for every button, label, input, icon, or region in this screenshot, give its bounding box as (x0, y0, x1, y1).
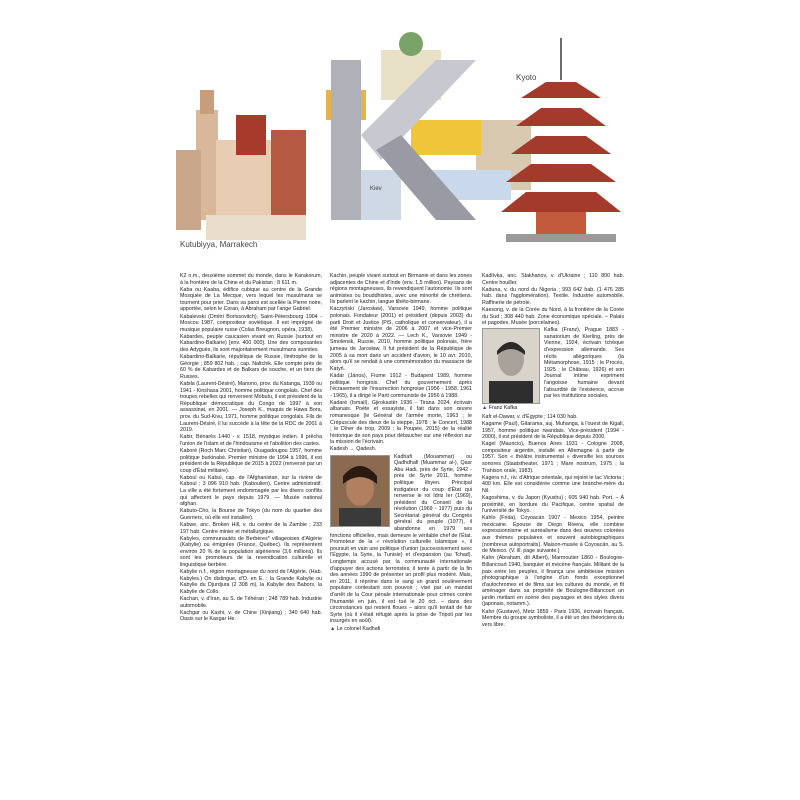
entry: Kaboul ou Kabul, cap. de l'Afghanistan, sur la rivière de Kaboul ; 3 096 910 hab. (Kaboulien). Centre administratif. La ville a été fortement endommagée par les divers conflits qui affectent le pays depuis 1979. — Musée national afghan. (180, 474, 322, 508)
entry: Kabardino-Balkarie, république de Russie, limitrophe de la Géorgie ; 859 802 hab. ; cap. Naltchik. Elle compte près de 60 % de Kabardes et de Balkars de souche, et un tiers de Russes. (180, 354, 322, 380)
column-3 (482, 273, 624, 793)
dictionary-columns (180, 273, 624, 793)
entry: Kahn (Abraham, dit Albert), Marmoutier 1860 - Boulogne-Billancourt 1940, banquier et mécène français. Militant de la paix entre les peuples, il finança une ambitieuse mission photographique à l'origine d'un fonds exceptionnel d'autochromes et de films sur les cultures du monde, et fit aménager dans sa propriété de Boulogne-Billancourt un jardin mettant en scène des paysages et des styles divers (japonais, notamm.). (482, 555, 624, 608)
entry: Kagera n.f., riv. d'Afrique orientale, qui rejoint le lac Victoria ; 400 km. Elle est considérée comme une branche-mère du Nil. (482, 474, 624, 494)
entry: Kadhafi (Mouammar) ou Qadhdhafi (Muammar al-), Qasr Abu Hadi, près de Syrte, 1942 - près de Syrte 2011, homme politique libyen. Principal instigateur du coup d'État qui renverse le roi Idris Ier (1969), président du Conseil de la révolution (1969 - 1977) puis du Secrétariat général du Congrès général du peuple (1977), il abandonne en 1979 ses fonctions officielles, mais demeure le véritable chef de l'État. Promoteur de la « révolution culturelle islamique », il poursuit en vain une politique d'union (successivement avec l'Égypte, la Syrie, la Tunisie) et d'expansion (au Tchad). Longtemps accusé par la communauté internationale d'appuyer des actions terroristes, il tente à partir de la fin des années 1990 de présenter un profil plus modéré. Mais, en 2011, il réprime dans le sang un grand soulèvement populaire contestant son pouvoir ; visé par un mandat d'arrêt de la Cour pénale internationale pour crimes contre l'humanité en juin, il est tué le 20 oct. – dans des circonstances qui restent floues – alors qu'il tentait de fuir Syrte (où il s'était réfugié après la prise de Tripoli par les insurgés en août). (330, 453, 472, 625)
entry: Kagame (Paul), Gitarama, auj. Muhanga, à l'ouest de Kigali, 1957, homme politique rwandais. Vice-président (1994 - 2000), il est président de la République depuis 2000. (482, 420, 624, 441)
caption-kyoto: Kyoto (516, 73, 537, 82)
entry: Kaboré (Roch Marc Christian), Ouagadougou 1957, homme politique burkinabé. Premier ministre de 1994 à 1996, il est président de la République de 2015 à 2022 (renversé par un coup d'État militaire). (180, 447, 322, 474)
entry: Kachgar ou Kashi, v. de Chine (Xinjiang) ; 340 640 hab. Oasis sur le Kaxgar He. (180, 609, 322, 623)
entry: Kabyles, communautés de Berbères* villageoises d'Algérie (Kabylie) ou émigrées (France, Québec). Ils représentent environ 20 % de la population algérienne (3,6 millions). Ils sont les promoteurs de la revendication culturelle et linguistique berbère. (180, 535, 322, 569)
entry: Kabardes, peuple caucasien vivant en Russie (surtout en Kabardino-Balkarie) [env. 400 000]. Une des composantes des Adyguès, ils sont majoritairement musulmans sunnites. (180, 333, 322, 354)
entry: Kaduna, v. du nord du Nigeria ; 993 642 hab. (1 476 285 hab. dans l'agglomération). Textile. Industrie automobile. Raffinerie de pétrole. (482, 286, 624, 306)
photo-caption-kadhafi (330, 626, 472, 633)
entry: Kagel (Mauricio), Buenos Aires 1931 - Cologne 2008, compositeur argentin, installé en Allemagne à partir de 1957. Son « théâtre instrumental » diversifie les sources sonores (Staatstheater, 1971 ; Mare nostrum, 1975 ; la Trahison orale, 1983). (482, 441, 624, 474)
kafka-photo (482, 328, 540, 404)
entry: K2 n.m., deuxième sommet du monde, dans le Karakorum, à la frontière de la Chine et du Pakistan ; 8 611 m. (180, 273, 322, 286)
entry: Kahn (Gustave), Metz 1859 - Paris 1936, écrivain français. Membre du groupe symboliste, il a été un des théoriciens du vers libre. (482, 608, 624, 628)
photo-caption-kafka (482, 405, 624, 412)
entry: Kabylie n.f., région montagneuse du nord de l'Algérie. (Hab. Kabyles.) On distingue, d'O. en E. : la Grande Kabylie ou Kabylie du Djurdjura (2 308 m), la Kabylie des Babors, la Kabylie de Collo. (180, 569, 322, 595)
entry: Kachan, v. d'Iran, au S. de Téhéran ; 248 789 hab. Industrie automobile. (180, 596, 322, 609)
entry: Kabwe, anc. Broken Hill, v. du centre de la Zambie ; 233 197 hab. Centre minier et métallurgique. (180, 521, 322, 535)
caption-kutubiyya: Kutubiyya, Marrakech (180, 240, 258, 249)
entry: Kabalevski (Dmitri Borissovitch), Saint-Pétersbourg 1904 - Moscou 1987, compositeur soviétique. Il est imprégné de musique populaire russe (Colas Breugnon, opéra, 1938). (180, 313, 322, 333)
entry: Kabuto-Cho, la Bourse de Tokyo (du nom du quartier des Guerriers, où elle est installée). (180, 508, 322, 521)
triangle-icon: ▲ (330, 625, 336, 632)
entry: Kafr el-Dawar, v. d'Égypte ; 114 030 hab. (482, 413, 578, 420)
entry: Kádár (János), Fiume 1912 - Budapest 1989, homme politique hongrois. Chef du gouvernement après l'écrasement de l'insurrection hongroise (1956 - 1958, 1961 - 1965), il a dirigé le Parti communiste de 1956 à 1988. (330, 372, 472, 399)
column-2 (330, 273, 472, 793)
entry: Kagoshima, v. du Japon (Kyushu) ; 605 940 hab. Port. – À proximité, en bordure du Pacifique, centre spatial de l'université de Tokyo. (482, 494, 624, 515)
caption-text: Franz Kafka (488, 405, 518, 412)
caption-text: Le colonel Kadhafi (336, 625, 381, 632)
entry: Kachin, peuple vivant surtout en Birmanie et dans les zones adjacentes de Chine et d'Inde (env. 1,5 million). Paysans de régions montagneuses, ils revendiquent l'autonomie. Ils sont animistes ou bouddhistes, avec une minorité de chrétiens. Ils parlent le kachin, langue tibéto-birmane. (330, 273, 472, 306)
k-letter-illustration (176, 20, 636, 260)
entry: Kabila (Laurent-Désiré), Manono, prov. du Katanga, 1939 ou 1941 - Kinshasa 2001, homme politique congolais. Chef des troupes rebelles qui renversent Mobutu, il est président de la République démocratique du Congo de 1997 à son assassinat, en 2001. — Joseph K., maquis de Hawa Bora, prov. du Sud-Kivu, 1971, homme politique congolais. Fils de Laurent-Désiré, il lui succède à la tête de la RDC de 2001 à 2019. (180, 381, 322, 434)
entry: Kaesong, v. de la Corée du Nord, à la frontière de la Corée du Sud ; 308 440 hab. Zone économique spéciale. – Palais et pagodes. Musée (porcelaines). (482, 306, 624, 327)
entry: Kahlo (Frida), Coyoacán 1907 - Mexico 1954, peintre mexicaine. Épouse de Diego Rivera, elle combine expressionnisme et surréalisme dans des œuvres colorées aux thèmes populaires et souvent autobiographiques (nombreux autoportraits). Maison-musée à Coyoacán, au S. de Mexico. (V. ill. page suivante.) (482, 515, 624, 555)
column-1 (180, 273, 322, 793)
entry: Kadesh → Qadesh. (330, 446, 377, 453)
kadhafi-photo (330, 455, 390, 527)
entry: Kaczyński (Jarosław), Varsovie 1949, homme politique polonais. Fondateur (2001) et président (depuis 2003) du parti Droit et Justice (PiS, catholique et conservateur), il a été Premier ministre de 2006 à 2007 et vice-Premier ministre de 2020 à 2022. — Lech K., Varsovie 1949 - Smolensk, Russie, 2010, homme politique polonais, frère jumeau de Jarosław. Il fut président de la République de 2005 à sa mort dans un accident d'avion, le 10 avr. 2010, alors qu'il se rendait à une commémoration du massacre de Katyń. (330, 306, 472, 372)
entry: Kafka (Franz), Prague 1883 - sanatorium de Kierling, près de Vienne, 1924, écrivain tchèque d'expression allemande. Ses récits allégoriques (la Métamorphose, 1915 ; le Procès, 1925 ; le Château, 1926) et son Journal intime expriment l'angoisse humaine devant l'absurdité de l'existence, accrue par les institutions sociales. (544, 327, 624, 400)
entry: Kaba ou Kaaba, édifice cubique au centre de la Grande Mosquée de La Mecque, vers lequel les musulmans se tournent pour prier. Dans sa paroi est scellée la Pierre noire, apportée, selon le Coran, à Abraham par l'ange Gabriel. (180, 286, 322, 313)
entry: Kadaré (Ismail), Gjirokastër 1936 - Tirana 2024, écrivain albanais. Poète et essayiste, il fait dans son œuvre romanesque (le Général de l'armée morte, 1963 ; le Crépuscule des dieux de la steppe, 1978 ; le Concert, 1988 ; le Dîner de trop, 2009 ; la Poupée, 2015) de la réalité historique de son pays pour débaucher sur une réflexion sur la mission de l'écrivain. (330, 399, 472, 446)
triangle-icon: ▲ (482, 405, 488, 412)
caption-kiev: Kiev (370, 186, 382, 192)
entry: Kadiïvka, anc. Stakhanov, v. d'Ukraine ; 110 800 hab. Centre houiller. (482, 273, 624, 286)
entry: Kabir, Bénarès 1440 - v. 1518, mystique indien. Il prêcha l'union de l'islam et de l'hindouisme et l'abolition des castes. (180, 434, 322, 447)
